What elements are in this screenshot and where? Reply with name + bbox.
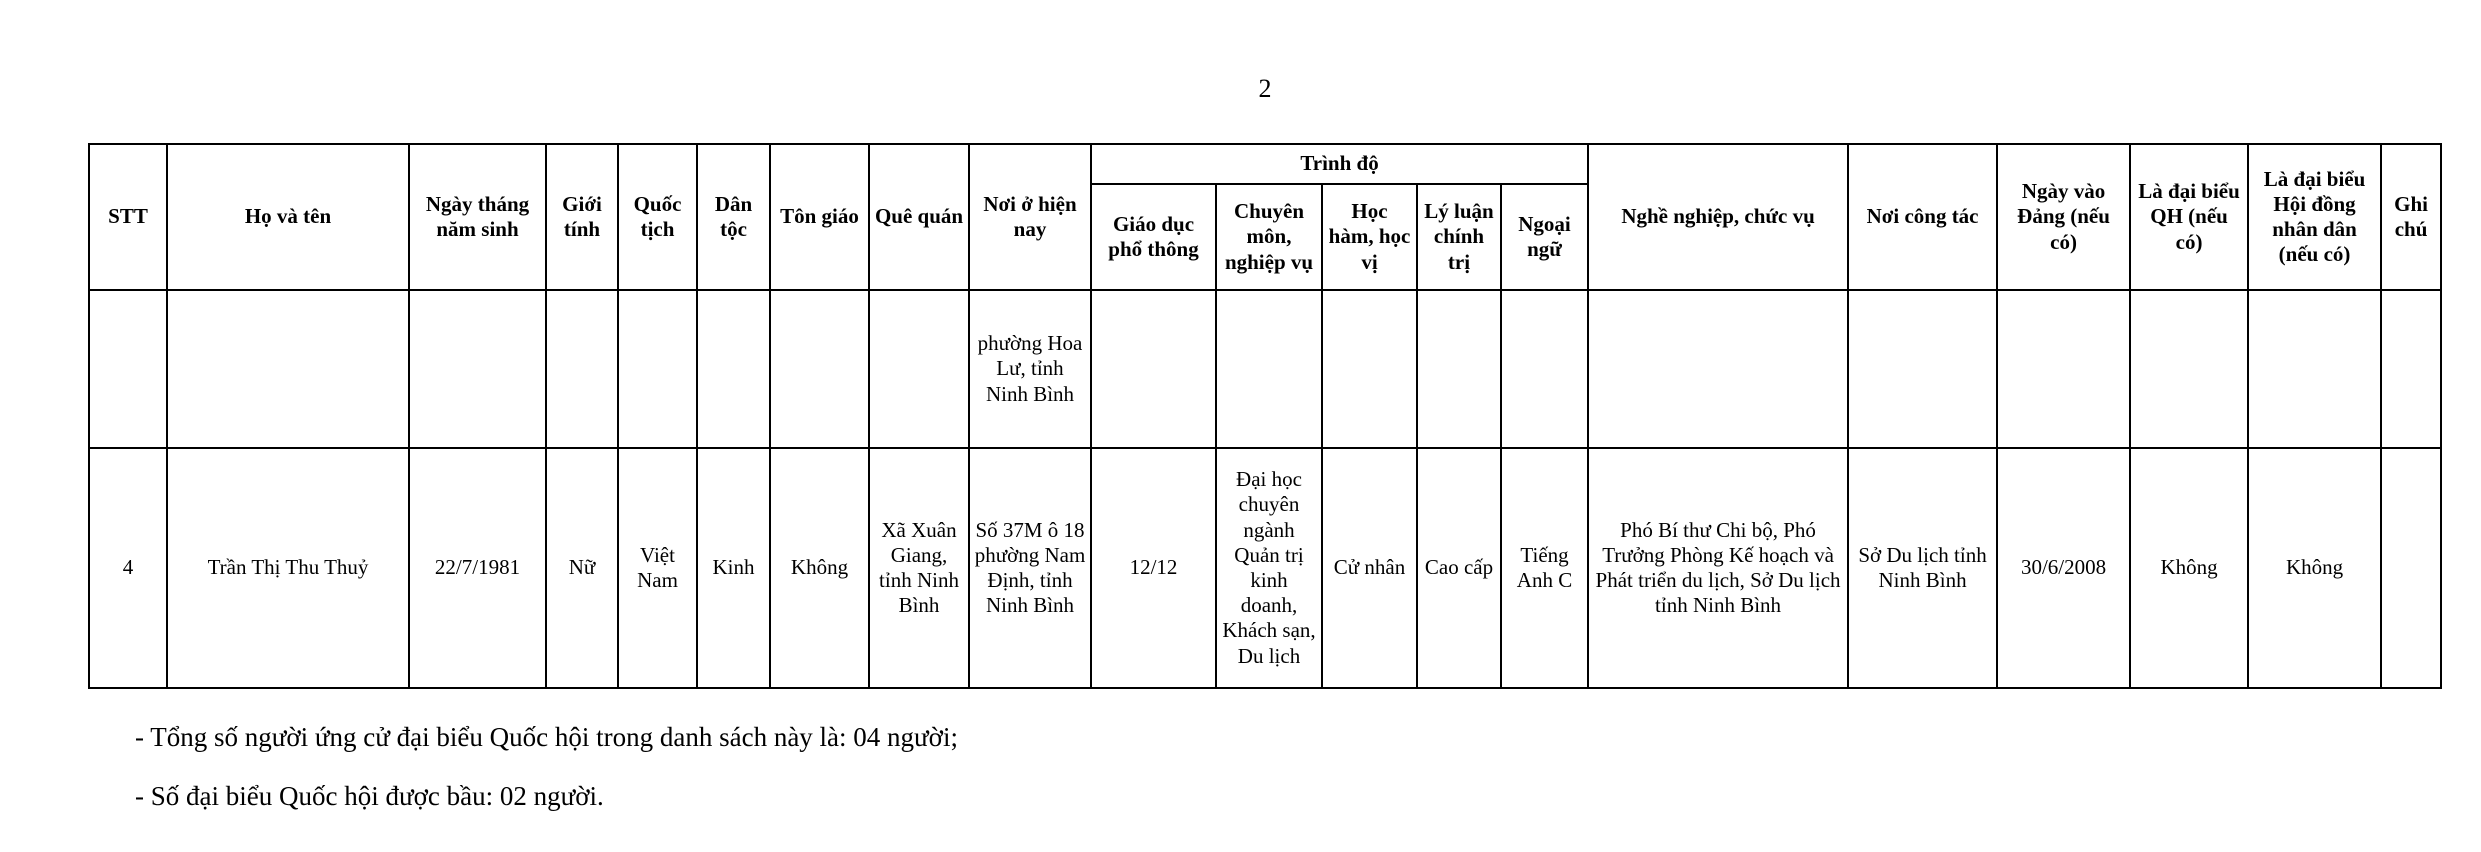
header-na-delegate: Là đại biểu QH (nếu có): [2130, 144, 2248, 290]
cell-residence-continued: phường Hoa Lư, tỉnh Ninh Bình: [969, 290, 1091, 448]
cell-party-join-date: 30/6/2008: [1997, 448, 2130, 688]
table-row: [89, 290, 2441, 448]
candidate-table: [88, 143, 2442, 689]
table-row: [89, 448, 2441, 688]
header-current-residence: Nơi ở hiện nay: [969, 144, 1091, 290]
cell-ethnicity: Kinh: [697, 448, 770, 688]
header-full-name: Họ và tên: [167, 144, 409, 290]
cell-current-residence: Số 37M ô 18 phường Nam Định, tỉnh Ninh Bình: [969, 448, 1091, 688]
note-total-candidates: - Tổng số người ứng cử đại biểu Quốc hội trong danh sách này là: 04 người;: [135, 722, 958, 752]
header-political-theory: Lý luận chính trị: [1417, 184, 1501, 290]
cell-general-education: 12/12: [1091, 448, 1216, 688]
header-academic-degree: Học hàm, học vị: [1322, 184, 1417, 290]
header-birth-date: Ngày tháng năm sinh: [409, 144, 546, 290]
cell-gender: Nữ: [546, 448, 618, 688]
cell-full-name: Trần Thị Thu Thuỷ: [167, 448, 409, 688]
header-notes: Ghi chú: [2381, 144, 2441, 290]
header-council-delegate: Là đại biểu Hội đồng nhân dân (nếu có): [2248, 144, 2381, 290]
header-workplace: Nơi công tác: [1848, 144, 1997, 290]
cell-council-delegate: Không: [2248, 448, 2381, 688]
header-foreign-language: Ngoại ngữ: [1501, 184, 1588, 290]
header-ethnicity: Dân tộc: [697, 144, 770, 290]
cell-nationality: Việt Nam: [618, 448, 697, 688]
header-nationality: Quốc tịch: [618, 144, 697, 290]
header-party-join-date: Ngày vào Đảng (nếu có): [1997, 144, 2130, 290]
header-religion: Tôn giáo: [770, 144, 869, 290]
cell-stt: 4: [89, 448, 167, 688]
page-number: 2: [1258, 74, 1272, 103]
cell-professional: Đại học chuyên ngành Quản trị kinh doanh, Khách sạn, Du lịch: [1216, 448, 1322, 688]
cell-notes: [2381, 448, 2441, 688]
cell-na-delegate: Không: [2130, 448, 2248, 688]
header-hometown: Quê quán: [869, 144, 969, 290]
header-stt: STT: [89, 144, 167, 290]
header-general-education: Giáo dục phổ thông: [1091, 184, 1216, 290]
header-qualifications: Trình độ: [1091, 144, 1588, 184]
note-delegates-elected: - Số đại biểu Quốc hội được bầu: 02 người.: [135, 781, 604, 811]
cell-hometown: Xã Xuân Giang, tỉnh Ninh Bình: [869, 448, 969, 688]
cell-academic-degree: Cử nhân: [1322, 448, 1417, 688]
cell-political-theory: Cao cấp: [1417, 448, 1501, 688]
header-occupation: Nghề nghiệp, chức vụ: [1588, 144, 1848, 290]
cell-religion: Không: [770, 448, 869, 688]
cell-birth-date: 22/7/1981: [409, 448, 546, 688]
cell-occupation: Phó Bí thư Chi bộ, Phó Trưởng Phòng Kế hoạch và Phát triển du lịch, Sở Du lịch tỉnh Ninh Bình: [1588, 448, 1848, 688]
cell-workplace: Sở Du lịch tỉnh Ninh Bình: [1848, 448, 1997, 688]
header-gender: Giới tính: [546, 144, 618, 290]
summary-notes: [135, 722, 958, 840]
cell-foreign-language: Tiếng Anh C: [1501, 448, 1588, 688]
header-professional: Chuyên môn, nghiệp vụ: [1216, 184, 1322, 290]
